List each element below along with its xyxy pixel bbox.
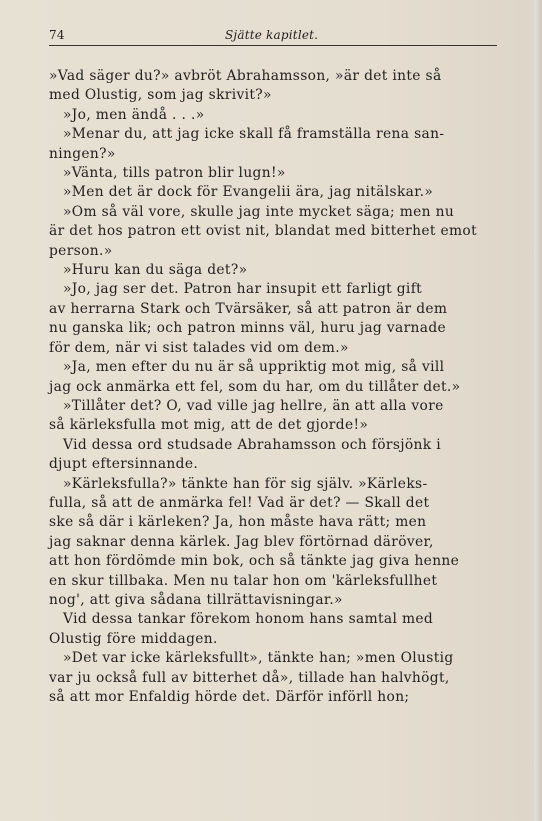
text-line: nu ganska lik; och patron minns väl, huru jag varnade [49,320,447,337]
text-line: en skur tillbaka. Men nu talar hon om 'kärleksfullhet [49,572,438,589]
text-line: »Kärleksfulla?» tänkte han för sig själv. »Kärleks- [63,475,428,492]
text-line: djupt eftersinnande. [49,456,199,473]
text-line: »Vänta, tills patron blir lugn!» [63,165,286,182]
text-line: person.» [49,242,113,259]
text-line: »Ja, men efter du nu är så uppriktig mot mig, så vill [63,359,445,376]
text-line: fulla, så att de anmärka fel! Vad är det? — Skall det [49,494,430,511]
text-line: »Vad säger du?» avbröt Abrahamsson, »är det inte så [49,68,442,84]
text-line: Vid dessa tankar förekom honom hans samtal med [63,611,434,628]
text-line: så kärleksfulla mot mig, att de det gjorde!» [49,417,369,434]
text-line: ningen?» [49,145,116,162]
text-line: jag ock anmärka ett fel, som du har, om du tillåter det.» [49,378,461,395]
text-line: med Olustig, som jag skrivit?» [49,87,272,104]
text-line: »Jo, men ändå . . .» [63,106,205,123]
text-line: »Men det är dock för Evangelii ära, jag nitälskar.» [63,184,434,201]
text-line: av herrarna Stark och Tvärsäker, så att patron är dem [49,300,448,317]
text-line: så att mor Enfaldig hörde det. Därför införll hon; [49,689,410,705]
text-line: nog', att giva sådana tillrättavisningar.» [49,591,343,608]
text-line: Olustig före middagen. [49,630,218,647]
header-rule [49,45,497,46]
page-edge [534,0,542,821]
text-line: att hon fördömde min bok, och så tänkte jag giva henne [49,553,460,570]
text-line: »Tillåter det? O, vad ville jag hellre, än att alla vore [63,397,444,414]
text-line: »Huru kan du säga det?» [63,262,248,279]
text-line: »Det var icke kärleksfullt», tänkte han; »men Olustig [63,650,454,667]
text-line: »Jo, jag ser det. Patron har insupit ett farligt gift [63,281,423,298]
text-line: var ju också full av bitterhet då», tillade han halvhögt, [49,669,450,686]
text-line: »Om så väl vore, skulle jag inte mycket säga; men nu [63,203,455,220]
text-line: Vid dessa ord studsade Abrahamsson och försjönk i [63,436,441,453]
page-number: 74 [49,28,65,42]
text-line: är det hos patron ett ovist nit, blandat med bitterhet emot [49,223,477,240]
text-line: ske så där i kärleken? Ja, hon måste hava rätt; men [49,514,427,531]
chapter-text [49,67,499,707]
text-line: »Menar du, att jag icke skall få framställa rena san- [63,126,445,143]
text-line: jag saknar denna kärlek. Jag blev förtörnad däröver, [49,533,434,550]
running-title: Sjätte kapitlet. [225,28,319,42]
text-line: för dem, när vi sist talades vid om dem.» [49,339,349,356]
